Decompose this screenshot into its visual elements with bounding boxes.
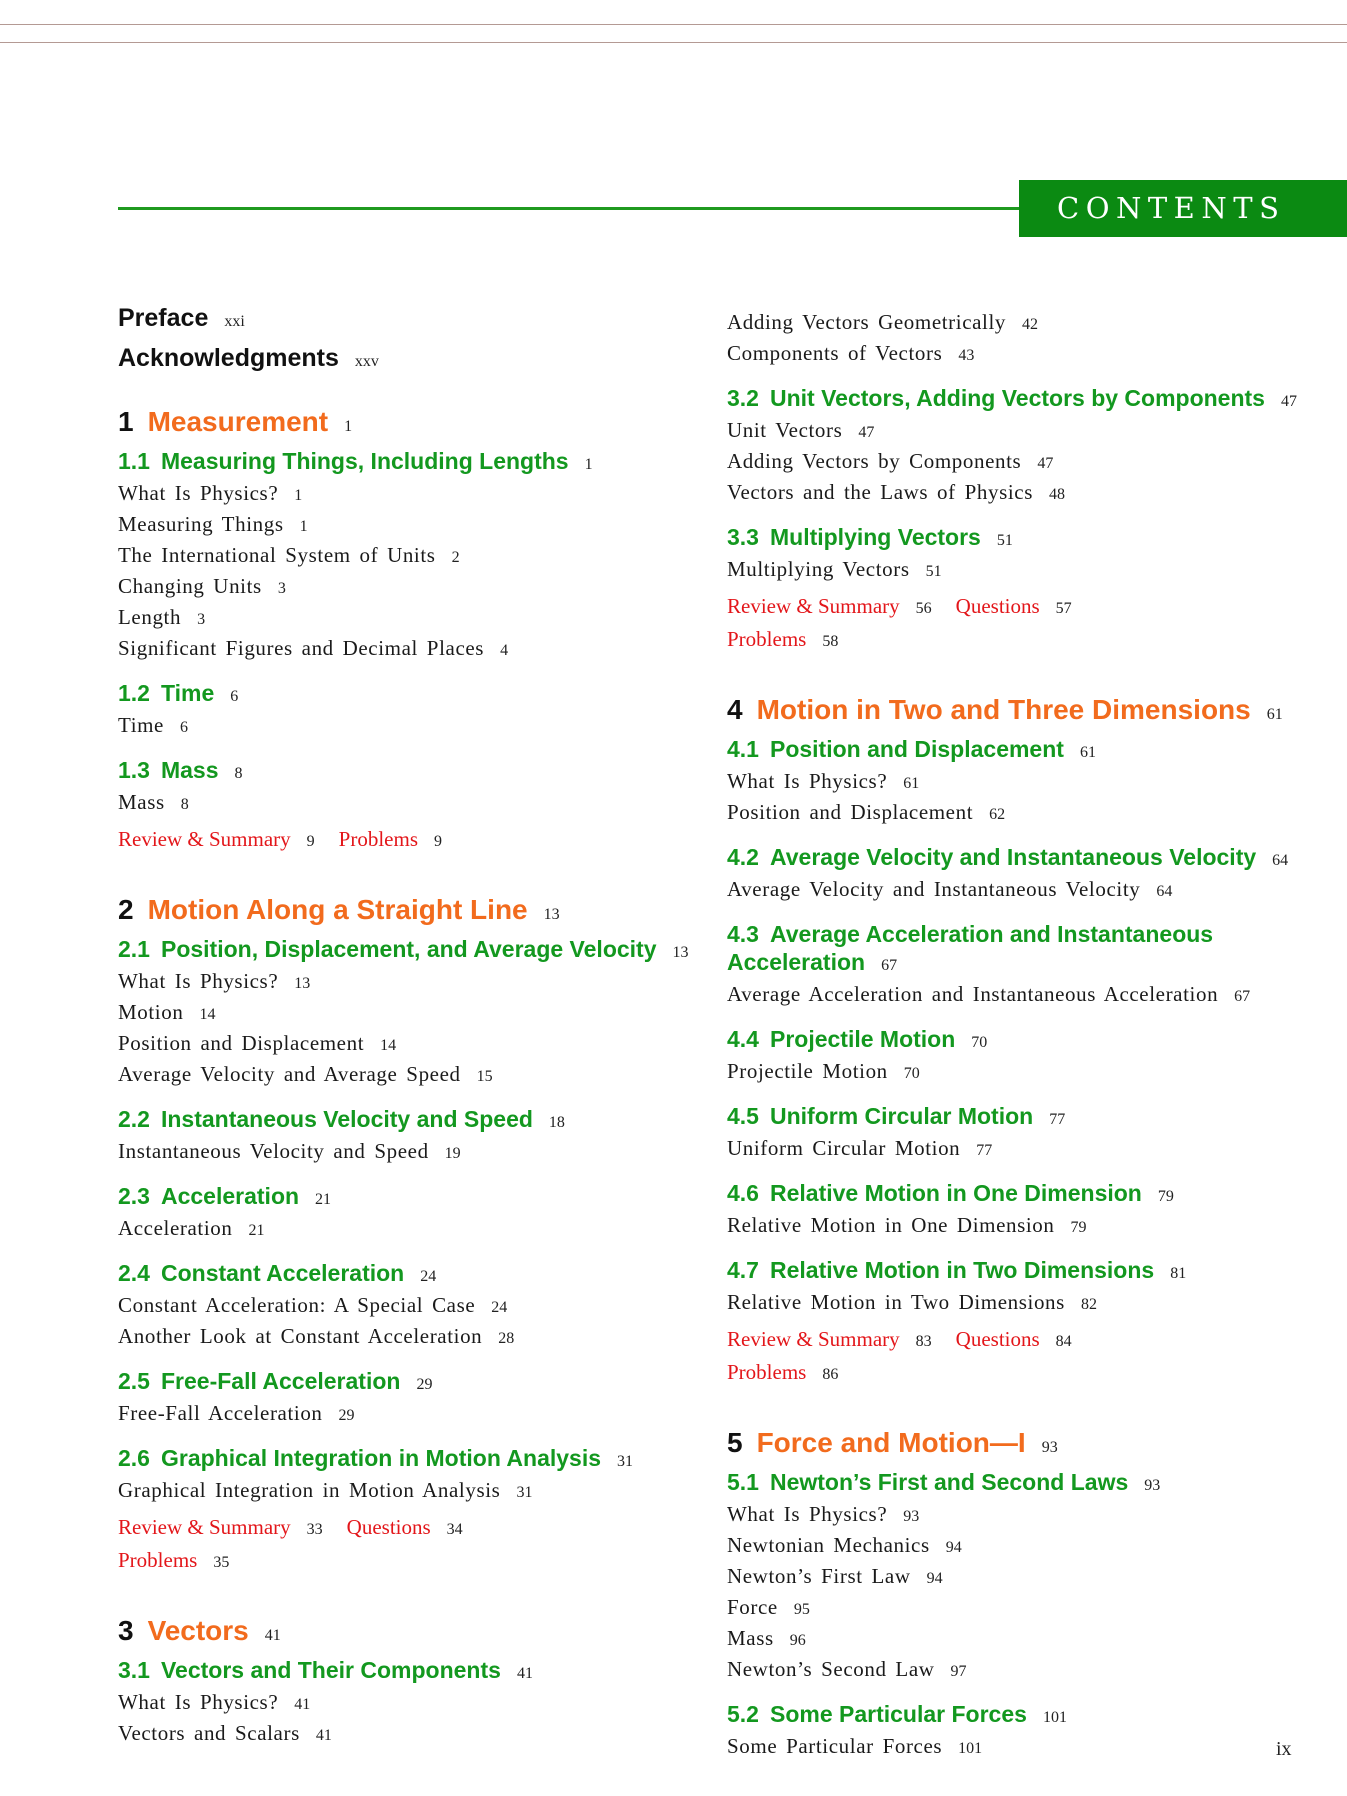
section-title: Measuring Things, Including Lengths — [160, 448, 569, 474]
page-number: 70 — [971, 1034, 988, 1051]
entry-label: What Is Physics? — [118, 481, 279, 505]
section-heading[interactable] — [118, 1105, 728, 1137]
toc-entry[interactable] — [118, 998, 728, 1029]
entry-label: Newton’s Second Law — [727, 1657, 935, 1681]
section-heading[interactable] — [727, 1256, 1337, 1288]
entry-label: Constant Acceleration: A Special Case — [118, 1293, 476, 1317]
section-heading[interactable] — [727, 1468, 1337, 1500]
entry-label: Newtonian Mechanics — [727, 1533, 930, 1557]
entry-label: Relative Motion in Two Dimensions — [727, 1290, 1065, 1314]
section-number: 4.1 — [727, 736, 759, 762]
page-number: 6 — [179, 719, 188, 736]
section-heading[interactable] — [727, 1179, 1337, 1211]
toc-entry[interactable] — [118, 1322, 728, 1353]
review-line — [727, 592, 1337, 623]
page-number: 51 — [925, 563, 942, 580]
toc-entry[interactable] — [727, 767, 1337, 798]
section-heading[interactable] — [727, 523, 1337, 555]
section-number: 2.2 — [118, 1106, 150, 1132]
top-rule-2 — [0, 42, 1347, 43]
section-title: Multiplying Vectors — [769, 524, 981, 550]
section-number: 2.4 — [118, 1260, 150, 1286]
entry-label: Vectors and Scalars — [118, 1721, 300, 1745]
page-number: 70 — [903, 1065, 920, 1082]
page-number: 77 — [1049, 1111, 1066, 1128]
entry-label: Significant Figures and Decimal Places — [118, 636, 485, 660]
toc-entry[interactable] — [727, 980, 1337, 1011]
section-title: Some Particular Forces — [769, 1701, 1027, 1727]
page-number: 1 — [299, 518, 308, 535]
entry-label: Vectors and the Laws of Physics — [727, 480, 1033, 504]
page-number: 31 — [516, 1484, 533, 1501]
toc-entry[interactable] — [118, 541, 728, 572]
page-number: 79 — [1157, 1188, 1174, 1205]
toc-entry[interactable] — [118, 1476, 728, 1507]
section-heading[interactable] — [727, 843, 1337, 875]
toc-entry[interactable] — [118, 1060, 728, 1091]
section-heading[interactable] — [118, 447, 728, 479]
entry-label: Average Velocity and Instantaneous Velocity — [727, 877, 1141, 901]
toc-entry[interactable] — [727, 1624, 1337, 1655]
toc-entry[interactable] — [118, 788, 728, 819]
toc-entry[interactable] — [727, 447, 1337, 478]
page-number: 29 — [338, 1407, 355, 1424]
entry-label: What Is Physics? — [727, 769, 888, 793]
page-number: 64 — [1156, 883, 1173, 900]
section-heading[interactable] — [118, 1444, 728, 1476]
page-number: 3 — [277, 580, 286, 597]
review-line — [118, 1513, 728, 1544]
section-heading[interactable] — [118, 756, 728, 788]
section-title: Instantaneous Velocity and Speed — [160, 1106, 533, 1132]
section-heading[interactable] — [118, 1259, 728, 1291]
page-number: 47 — [1037, 455, 1054, 472]
toc-entry[interactable] — [727, 875, 1337, 906]
entry-label: Instantaneous Velocity and Speed — [118, 1139, 429, 1163]
section-title: Average Velocity and Instantaneous Velocity — [769, 844, 1257, 870]
toc-entry[interactable] — [727, 1732, 1337, 1763]
entry-label: Length — [118, 605, 182, 629]
page-number: 94 — [926, 1570, 943, 1587]
page-number: 2 — [451, 549, 460, 566]
section-number: 4.7 — [727, 1257, 759, 1283]
chapter-number: 2 — [118, 894, 134, 925]
page-number: 24 — [420, 1268, 437, 1285]
entry-label: Some Particular Forces — [727, 1734, 943, 1758]
entry-label: What Is Physics? — [118, 1690, 279, 1714]
page-number: 9 — [434, 833, 442, 850]
page-number: 47 — [1280, 393, 1297, 410]
toc-entry[interactable] — [118, 1137, 728, 1168]
chapter-number: 3 — [118, 1615, 134, 1646]
section-heading[interactable] — [118, 1367, 728, 1399]
chapter-number: 1 — [118, 406, 134, 437]
page-number: 19 — [444, 1145, 461, 1162]
entry-label: Projectile Motion — [727, 1059, 888, 1083]
front-label: Preface — [118, 304, 209, 332]
entry-label: Relative Motion in One Dimension — [727, 1213, 1055, 1237]
section-title: Projectile Motion — [769, 1026, 956, 1052]
entry-label: What Is Physics? — [727, 1502, 888, 1526]
section-number: 4.5 — [727, 1103, 759, 1129]
page-number: 9 — [306, 833, 315, 850]
page-number: 21 — [315, 1191, 332, 1208]
section-heading[interactable] — [118, 679, 728, 711]
toc-left-column — [118, 300, 728, 1750]
page-number: 57 — [1055, 600, 1072, 617]
toc-entry[interactable] — [118, 634, 728, 665]
contents-title: CONTENTS — [1057, 191, 1286, 225]
page-number: 67 — [881, 957, 898, 974]
section-heading[interactable] — [727, 735, 1337, 767]
toc-entry[interactable] — [727, 1593, 1337, 1624]
page-number: 62 — [989, 806, 1006, 823]
entry-label: Position and Displacement — [118, 1031, 365, 1055]
section-title: Unit Vectors, Adding Vectors by Components — [769, 385, 1265, 411]
section-title: Acceleration — [160, 1183, 300, 1209]
entry-label: Average Velocity and Average Speed — [118, 1062, 461, 1086]
entry-label: Mass — [727, 1626, 774, 1650]
end-matter-link[interactable]: Questions — [346, 1515, 431, 1539]
page-number: 34 — [446, 1521, 463, 1538]
entry-label: Multiplying Vectors — [727, 557, 910, 581]
section-heading[interactable] — [118, 1182, 728, 1214]
page-number: 56 — [915, 600, 932, 617]
page-number: 21 — [248, 1222, 265, 1239]
toc-entry[interactable] — [727, 555, 1337, 586]
page-number: 95 — [793, 1601, 810, 1618]
entry-label: Graphical Integration in Motion Analysis — [118, 1478, 501, 1502]
top-rule-1 — [0, 24, 1347, 25]
page-number: 83 — [915, 1333, 932, 1350]
toc-entry[interactable] — [118, 967, 728, 998]
chapter-heading[interactable] — [727, 1423, 1337, 1468]
review-line — [118, 1546, 728, 1577]
section-number: 2.6 — [118, 1445, 150, 1471]
section-number: 2.1 — [118, 936, 150, 962]
page-number: 67 — [1234, 988, 1251, 1005]
toc-entry[interactable] — [118, 1029, 728, 1060]
section-title: Newton’s First and Second Laws — [769, 1469, 1129, 1495]
page-number: 47 — [858, 424, 875, 441]
toc-entry[interactable] — [727, 478, 1337, 509]
section-title: Position, Displacement, and Average Velocity — [160, 936, 657, 962]
entry-label: Adding Vectors by Components — [727, 449, 1022, 473]
page-number: 18 — [548, 1114, 565, 1131]
toc-entry[interactable] — [727, 1562, 1337, 1593]
page-number: 14 — [380, 1037, 397, 1054]
toc-entry[interactable] — [118, 1719, 728, 1750]
toc-left-list — [118, 402, 728, 1750]
entry-label: Adding Vectors Geometrically — [727, 310, 1007, 334]
page-number: 84 — [1055, 1333, 1072, 1350]
entry-label: Time — [118, 713, 164, 737]
page-number: 93 — [903, 1508, 920, 1525]
page-number: 8 — [180, 796, 189, 813]
chapter-title: Motion in Two and Three Dimensions — [756, 694, 1251, 725]
section-heading[interactable] — [727, 920, 1337, 980]
contents-banner — [1019, 180, 1347, 237]
page-number: 96 — [789, 1632, 806, 1649]
page-number: 81 — [1170, 1265, 1187, 1282]
page-number: 28 — [498, 1330, 515, 1347]
section-title: Uniform Circular Motion — [769, 1103, 1034, 1129]
page-number: 35 — [213, 1554, 230, 1571]
review-line — [727, 625, 1337, 656]
toc-entry[interactable] — [118, 1399, 728, 1430]
page-number: 41 — [315, 1727, 332, 1744]
section-title: Graphical Integration in Motion Analysis — [160, 1445, 602, 1471]
page-number: 13 — [672, 944, 689, 961]
page-number: 48 — [1048, 486, 1065, 503]
page-number: 51 — [996, 532, 1013, 549]
toc-entry[interactable] — [118, 510, 728, 541]
page-number: 33 — [306, 1521, 323, 1538]
entry-label: Components of Vectors — [727, 341, 943, 365]
page-number: 82 — [1080, 1296, 1097, 1313]
page-number: 15 — [476, 1068, 493, 1085]
end-matter-link[interactable]: Review & Summary — [727, 594, 900, 618]
page-number: 79 — [1070, 1219, 1087, 1236]
entry-label: Uniform Circular Motion — [727, 1136, 961, 1160]
toc-entry[interactable] — [727, 1211, 1337, 1242]
entry-label: Motion — [118, 1000, 184, 1024]
chapter-heading[interactable] — [727, 690, 1337, 735]
page-number: 31 — [617, 1453, 634, 1470]
toc-entry[interactable] — [727, 1655, 1337, 1686]
toc-entry[interactable] — [118, 572, 728, 603]
page-number: 86 — [822, 1366, 839, 1383]
chapter-title: Measurement — [147, 406, 329, 437]
toc-entry[interactable] — [118, 1688, 728, 1719]
entry-label: Newton’s First Law — [727, 1564, 911, 1588]
entry-label: Another Look at Constant Acceleration — [118, 1324, 483, 1348]
page-number: 61 — [1079, 744, 1096, 761]
page-number: 41 — [264, 1627, 281, 1644]
end-matter-link[interactable]: Problems — [727, 627, 807, 651]
end-matter-link[interactable]: Review & Summary — [118, 1515, 291, 1539]
page-number: 58 — [822, 633, 839, 650]
page-number: 101 — [1042, 1709, 1067, 1726]
toc-entry[interactable] — [727, 1134, 1337, 1165]
page-number: 42 — [1022, 316, 1039, 333]
page-number: 64 — [1272, 852, 1289, 869]
page-number: 13 — [294, 975, 311, 992]
entry-label: Position and Displacement — [727, 800, 974, 824]
chapter-heading[interactable] — [118, 402, 728, 447]
front-entry-preface[interactable] — [118, 300, 728, 340]
section-heading[interactable] — [727, 384, 1337, 416]
page-number: 93 — [1041, 1439, 1058, 1456]
page-number: 13 — [543, 906, 560, 923]
chapter-heading[interactable] — [118, 1611, 728, 1656]
section-title: Time — [160, 680, 215, 706]
section-title: Relative Motion in Two Dimensions — [769, 1257, 1155, 1283]
entry-label: Changing Units — [118, 574, 262, 598]
toc-entry[interactable] — [727, 1057, 1337, 1088]
page-number: 97 — [950, 1663, 967, 1680]
section-number: 3.3 — [727, 524, 759, 550]
end-matter-link[interactable]: Problems — [338, 827, 418, 851]
section-number: 4.4 — [727, 1026, 759, 1052]
entry-label: Force — [727, 1595, 778, 1619]
page-number: 8 — [234, 765, 243, 782]
toc-entry[interactable] — [118, 1214, 728, 1245]
page-number: 41 — [516, 1665, 533, 1682]
section-number: 1.1 — [118, 448, 150, 474]
page-number: 1 — [294, 487, 303, 504]
page-number: 14 — [199, 1006, 216, 1023]
page-number: 29 — [416, 1376, 433, 1393]
chapter-number: 4 — [727, 694, 743, 725]
end-matter-link[interactable]: Questions — [955, 594, 1040, 618]
end-matter-link[interactable]: Review & Summary — [118, 827, 291, 851]
section-heading[interactable] — [727, 1102, 1337, 1134]
section-number: 5.2 — [727, 1701, 759, 1727]
page-number: 1 — [584, 456, 593, 473]
section-number: 5.1 — [727, 1469, 759, 1495]
toc-entry[interactable] — [727, 1531, 1337, 1562]
page-number: 3 — [197, 611, 206, 628]
section-title: Mass — [160, 757, 219, 783]
page-number: xxv — [354, 353, 379, 370]
page-number: 61 — [1266, 706, 1283, 723]
page-number: 41 — [294, 1696, 311, 1713]
chapter-title: Force and Motion—I — [756, 1427, 1026, 1458]
section-heading[interactable] — [118, 1656, 728, 1688]
toc-entry[interactable] — [118, 711, 728, 742]
page-number: xxi — [224, 313, 245, 330]
toc-right-list — [727, 308, 1337, 1763]
page-number: 4 — [500, 642, 509, 659]
entry-label: Average Acceleration and Instantaneous Acceleration — [727, 982, 1219, 1006]
section-title: Position and Displacement — [769, 736, 1064, 762]
section-heading[interactable] — [727, 1700, 1337, 1732]
section-number: 2.5 — [118, 1368, 150, 1394]
page-number: 24 — [491, 1299, 508, 1316]
page-number: 43 — [958, 347, 975, 364]
toc-entry[interactable] — [727, 416, 1337, 447]
section-number: 4.3 — [727, 921, 759, 947]
section-title: Average Acceleration and Instantaneous Acceleration — [727, 921, 1214, 975]
chapter-heading[interactable] — [118, 890, 728, 935]
front-label: Acknowledgments — [118, 344, 339, 372]
page-number: 1 — [344, 418, 353, 435]
review-line — [727, 1325, 1337, 1356]
chapter-title: Motion Along a Straight Line — [147, 894, 528, 925]
section-title: Constant Acceleration — [160, 1260, 405, 1286]
toc-entry[interactable] — [727, 308, 1337, 339]
end-matter-link[interactable]: Problems — [118, 1548, 198, 1572]
section-heading[interactable] — [727, 1025, 1337, 1057]
section-number: 1.3 — [118, 757, 150, 783]
toc-entry[interactable] — [727, 1500, 1337, 1531]
toc-entry[interactable] — [118, 603, 728, 634]
toc-entry[interactable] — [118, 479, 728, 510]
entry-label: Unit Vectors — [727, 418, 843, 442]
page-number: 101 — [958, 1740, 983, 1757]
chapter-title: Vectors — [147, 1615, 249, 1646]
end-matter-link[interactable]: Review & Summary — [727, 1327, 900, 1351]
page-number: 94 — [945, 1539, 962, 1556]
page-number: 6 — [230, 688, 239, 705]
toc-entry[interactable] — [727, 798, 1337, 829]
chapter-number: 5 — [727, 1427, 743, 1458]
page-number: 93 — [1144, 1477, 1161, 1494]
entry-label: Measuring Things — [118, 512, 284, 536]
end-matter-link[interactable]: Questions — [955, 1327, 1040, 1351]
section-number: 3.1 — [118, 1657, 150, 1683]
toc-right-column — [727, 308, 1337, 1763]
review-line — [727, 1358, 1337, 1389]
section-number: 1.2 — [118, 680, 150, 706]
page-folio: ix — [1276, 1738, 1292, 1760]
end-matter-link[interactable]: Problems — [727, 1360, 807, 1384]
section-number: 3.2 — [727, 385, 759, 411]
toc-entry[interactable] — [727, 1288, 1337, 1319]
page-number: 61 — [903, 775, 920, 792]
review-line — [118, 825, 728, 856]
toc-entry[interactable] — [727, 339, 1337, 370]
entry-label: Acceleration — [118, 1216, 233, 1240]
contents-rule — [118, 207, 1020, 210]
section-title: Free-Fall Acceleration — [160, 1368, 401, 1394]
section-number: 4.6 — [727, 1180, 759, 1206]
section-number: 2.3 — [118, 1183, 150, 1209]
entry-label: The International System of Units — [118, 543, 436, 567]
section-title: Relative Motion in One Dimension — [769, 1180, 1142, 1206]
page-number: 77 — [976, 1142, 993, 1159]
section-number: 4.2 — [727, 844, 759, 870]
section-title: Vectors and Their Components — [160, 1657, 501, 1683]
section-heading[interactable] — [118, 935, 728, 967]
entry-label: Mass — [118, 790, 165, 814]
toc-entry[interactable] — [118, 1291, 728, 1322]
entry-label: What Is Physics? — [118, 969, 279, 993]
entry-label: Free-Fall Acceleration — [118, 1401, 323, 1425]
front-entry-acknowledgments[interactable] — [118, 340, 728, 380]
